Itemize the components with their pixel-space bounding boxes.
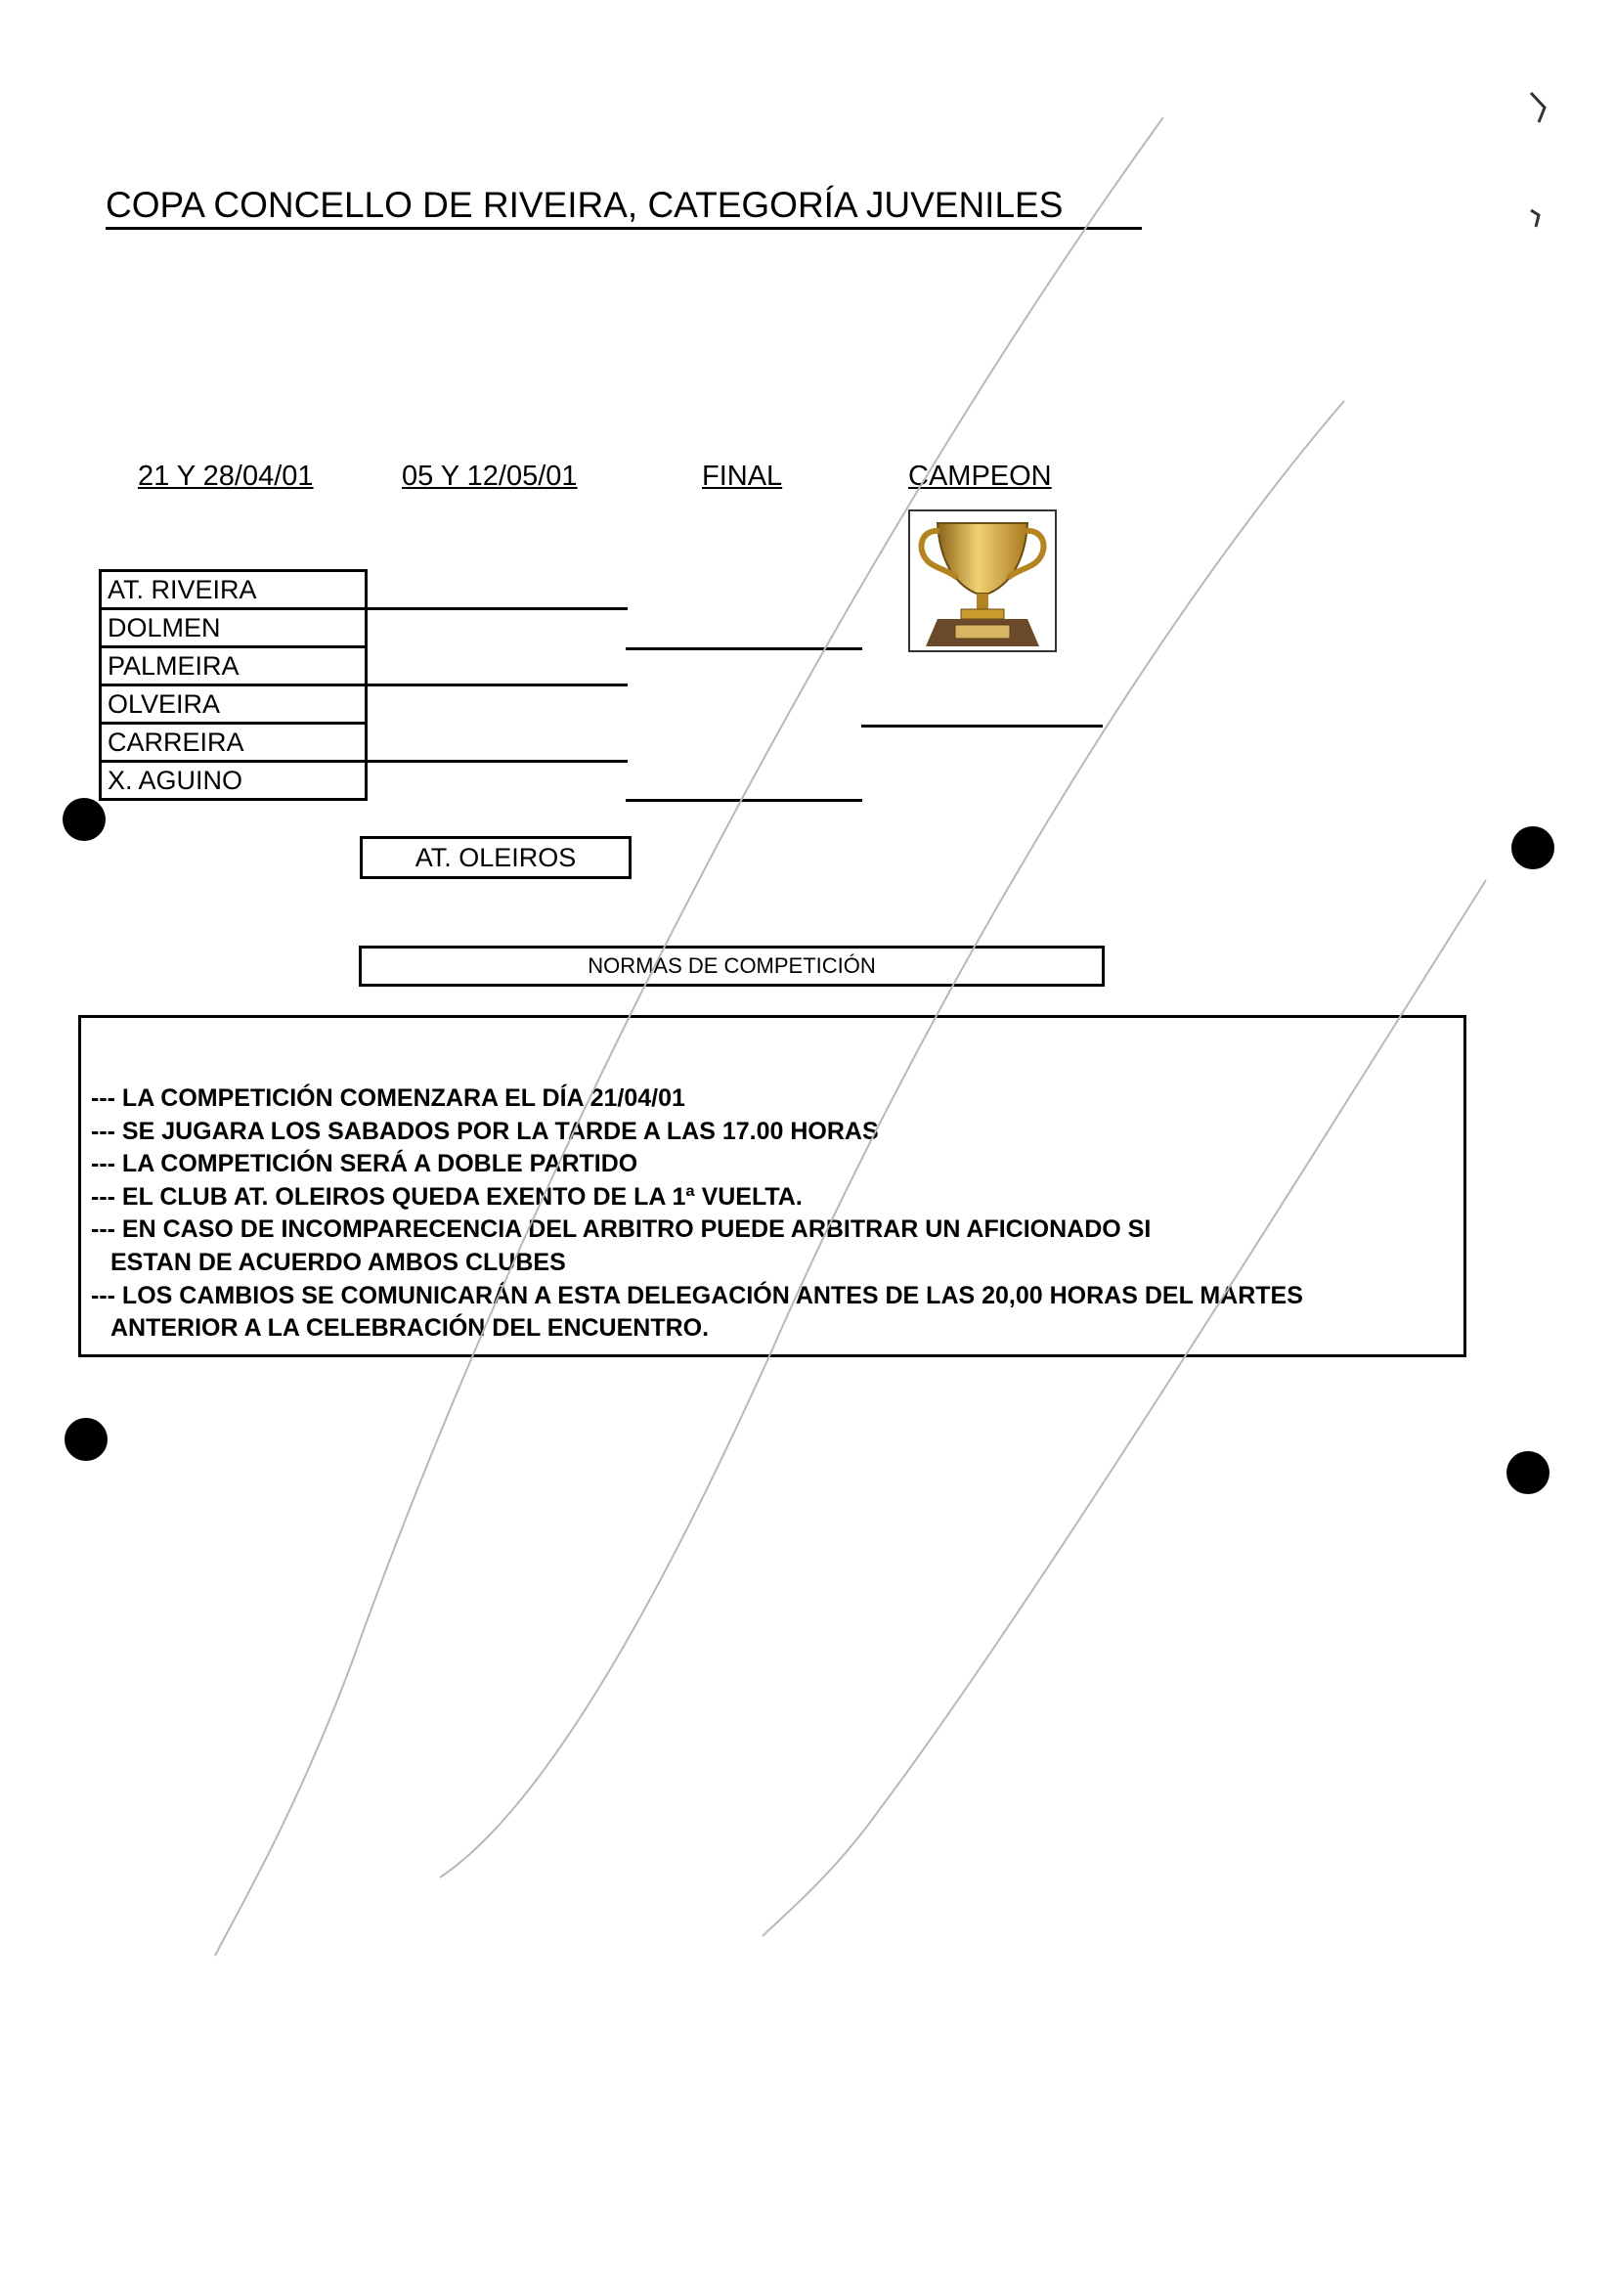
norms-header: NORMAS DE COMPETICIÓN — [359, 946, 1105, 987]
team-cell: CARREIRA — [102, 725, 365, 763]
team-cell: DOLMEN — [102, 610, 365, 648]
bye-team-box: AT. OLEIROS — [360, 836, 632, 879]
punch-hole — [1506, 1451, 1550, 1494]
team-cell: PALMEIRA — [102, 648, 365, 686]
rule-line: --- LA COMPETICIÓN SERÁ A DOBLE PARTIDO — [91, 1150, 638, 1178]
rule-line: --- EL CLUB AT. OLEIROS QUEDA EXENTO DE LA 1ª VUELTA. — [91, 1182, 803, 1211]
document-title: COPA CONCELLO DE RIVEIRA, CATEGORÍA JUVENILES — [106, 184, 1142, 230]
rule-line: --- LOS CAMBIOS SE COMUNICARÁN A ESTA DELEGACIÓN ANTES DE LAS 20,00 HORAS DEL MARTES — [91, 1281, 1303, 1309]
team-cell: AT. RIVEIRA — [102, 572, 365, 610]
trophy-icon — [908, 509, 1057, 652]
bracket-line — [362, 684, 628, 686]
final-header: FINAL — [702, 461, 783, 492]
punch-hole — [63, 798, 106, 841]
rule-line: --- LA COMPETICIÓN COMENZARA EL DÍA 21/04/01 — [91, 1084, 685, 1112]
teams-list — [99, 569, 368, 801]
bracket-line — [362, 607, 628, 610]
bracket-line — [626, 647, 862, 650]
rule-line: --- SE JUGARA LOS SABADOS POR LA TARDE A LAS 17.00 HORAS — [91, 1117, 879, 1145]
champion-header: CAMPEON — [908, 461, 1052, 492]
bracket-line — [362, 760, 628, 763]
rule-line: ESTAN DE ACUERDO AMBOS CLUBES — [110, 1248, 566, 1276]
round-1-date: 21 Y 28/04/01 — [138, 461, 314, 492]
punch-hole — [65, 1418, 108, 1461]
team-cell: X. AGUINO — [102, 763, 365, 801]
rule-line: --- EN CASO DE INCOMPARECENCIA DEL ARBITRO PUEDE ARBITRAR UN AFICIONADO SI — [91, 1215, 1152, 1244]
rules-box — [78, 1015, 1466, 1357]
team-cell: OLVEIRA — [102, 686, 365, 725]
punch-hole — [1511, 826, 1554, 869]
round-2-date: 05 Y 12/05/01 — [402, 461, 578, 492]
bracket-line — [626, 799, 862, 802]
rules-list — [91, 1082, 1460, 1346]
bracket-line — [861, 725, 1103, 728]
rule-line: ANTERIOR A LA CELEBRACIÓN DEL ENCUENTRO. — [110, 1314, 710, 1343]
